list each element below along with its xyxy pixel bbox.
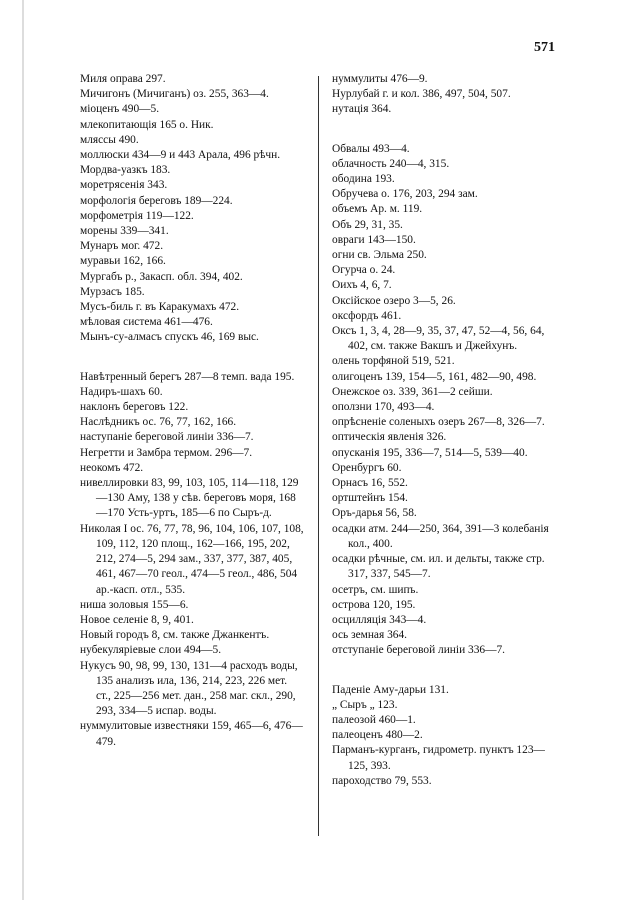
index-entry: моллюски 434—9 и 443 Арала, 496 рѣчн. xyxy=(80,149,281,162)
index-entry: Паденіе Аму-дарьи 131. xyxy=(332,683,449,696)
index-entry: нубекуляріевые слои 494—5. xyxy=(80,644,222,657)
index-entry: нивеллировки 83, 99, 103, 105, 114—118, 129—130 Аму, 138 у сѣв. береговъ моря, 168—170 Усть-уртъ, 185—6 по Сыръ-д. xyxy=(80,477,299,520)
index-column-left xyxy=(80,72,304,750)
index-entry: Обвалы 493—4. xyxy=(332,142,410,155)
index-entry: осетръ, см. шипъ. xyxy=(332,583,419,596)
index-entry: оползни 170, 493—4. xyxy=(332,401,435,414)
index-entry: опрѣсненіе соленыхъ озеръ 267—8, 326—7. xyxy=(332,416,545,429)
index-entry: морфометрія 119—122. xyxy=(80,209,194,222)
section-gap xyxy=(332,659,562,683)
binding-edge xyxy=(22,0,24,900)
index-entry: моретрясенія 343. xyxy=(80,179,168,192)
index-entry: опусканія 195, 336—7, 514—5, 539—40. xyxy=(332,446,528,459)
section-gap xyxy=(332,118,562,142)
index-entry: мѣловая система 461—476. xyxy=(80,316,213,329)
index-entry: Орнасъ 16, 552. xyxy=(332,477,408,490)
index-entry: Парманъ-курганъ, гидрометр. пунктъ 123—125, 393. xyxy=(332,744,545,772)
index-entry: Мичигонъ (Мичиганъ) оз. 255, 363—4. xyxy=(80,88,269,101)
index-entry: оксфордъ 461. xyxy=(332,309,402,322)
index-entry: осадки атм. 244—250, 364, 391—3 колебанія кол., 400. xyxy=(332,522,549,550)
index-entry: Оихъ 4, 6, 7. xyxy=(332,279,392,292)
index-entry: ортштейнъ 154. xyxy=(332,492,408,505)
index-entry: Нурлубай г. и кол. 386, 497, 504, 507. xyxy=(332,88,511,101)
index-entry: неокомъ 472. xyxy=(80,461,144,474)
index-entry: Новый городъ 8, см. также Джанкентъ. xyxy=(80,629,270,642)
section-gap xyxy=(80,346,304,370)
index-entry: отступаніе береговой линіи 336—7. xyxy=(332,644,506,657)
index-entry: муравьи 162, 166. xyxy=(80,255,166,268)
index-entry: Оръ-дарья 56, 58. xyxy=(332,507,417,520)
index-entry: Огурча о. 24. xyxy=(332,264,396,277)
index-entry: наклонъ береговъ 122. xyxy=(80,401,189,414)
index-entry: нуммулитовые известняки 159, 465—6, 476—479. xyxy=(80,720,303,748)
index-entry: Объ 29, 31, 35. xyxy=(332,218,403,231)
index-entry: осцилляція 343—4. xyxy=(332,613,427,626)
index-entry: овраги 143—150. xyxy=(332,233,416,246)
index-entry: мляссы 490. xyxy=(80,133,139,146)
index-entry: ободина 193. xyxy=(332,173,395,186)
index-entry: Мунаръ мог. 472. xyxy=(80,240,164,253)
index-entry: Новое селеніе 8, 9, 401. xyxy=(80,613,194,626)
index-entry: олень торфяной 519, 521. xyxy=(332,355,455,368)
index-entry: Обручева о. 176, 203, 294 зам. xyxy=(332,188,478,201)
index-entry: Надиръ-шахъ 60. xyxy=(80,385,163,398)
index-entry: Онежское оз. 339, 361—2 сейши. xyxy=(332,385,493,398)
index-entry: Мургабъ р., Закасп. обл. 394, 402. xyxy=(80,270,243,283)
index-entry: нуммулиты 476—9. xyxy=(332,73,428,85)
index-column-right xyxy=(332,72,562,789)
index-entry: Мордва-уазкъ 183. xyxy=(80,164,171,177)
index-entry: „ Сыръ „ 123. xyxy=(332,698,398,711)
column-divider xyxy=(318,76,319,836)
index-entry: Наслѣдникъ ос. 76, 77, 162, 166. xyxy=(80,416,237,429)
index-entry: наступаніе береговой линіи 336—7. xyxy=(80,431,254,444)
index-entry: оптическія явленія 326. xyxy=(332,431,447,444)
index-entry: Миля оправа 297. xyxy=(80,73,166,85)
index-entry: острова 120, 195. xyxy=(332,598,416,611)
index-entry: млекопитающія 165 о. Ник. xyxy=(80,118,214,131)
index-entry: облачность 240—4, 315. xyxy=(332,157,450,170)
index-entry: Нукусъ 90, 98, 99, 130, 131—4 расходъ воды, 135 анализъ ила, 136, 214, 223, 226 мет. ст., 225—256 мет. дан., 258 маг. скл., 290, 293, 334—5 испар. воды. xyxy=(80,659,298,718)
index-entry: морфологія береговъ 189—224. xyxy=(80,194,233,207)
index-entry: объемъ Ар. м. 119. xyxy=(332,203,423,216)
index-entry: Навѣтренный берегъ 287—8 темп. вада 195. xyxy=(80,370,295,383)
index-entry: осадки рѣчные, см. ил. и дельты, также стр. 317, 337, 545—7. xyxy=(332,553,545,581)
index-entry: олигоценъ 139, 154—5, 161, 482—90, 498. xyxy=(332,370,537,383)
index-entry: Мурзасъ 185. xyxy=(80,285,145,298)
index-entry: Николая I ос. 76, 77, 78, 96, 104, 106, 107, 108, 109, 112, 120 площ., 162—166, 195, 202, 212, 274—5, 294 зам., 337, 377, 387, 405, 461, 467—70 геол., 474—5 геол., 486, 504 ар.-касп. отл., 535. xyxy=(80,522,304,596)
index-entry: нутація 364. xyxy=(332,103,392,116)
index-entry: пароходство 79, 553. xyxy=(332,774,432,787)
index-entry: Оксъ 1, 3, 4, 28—9, 35, 37, 47, 52—4, 56, 64, 402, см. также Вакшъ и Джейхунъ. xyxy=(332,325,545,353)
index-entry: палеозой 460—1. xyxy=(332,713,416,726)
index-entry: Мынъ-су-алмасъ спускъ 46, 169 выс. xyxy=(80,331,259,344)
index-entry: Оксійское озеро 3—5, 26. xyxy=(332,294,456,307)
index-entry: огни св. Эльма 250. xyxy=(332,249,427,262)
index-entry: Негретти и Замбра термом. 296—7. xyxy=(80,446,253,459)
index-entry: Оренбургъ 60. xyxy=(332,461,402,474)
index-entry: ниша золовыя 155—6. xyxy=(80,598,189,611)
index-entry: палеоценъ 480—2. xyxy=(332,729,423,742)
index-entry: морены 339—341. xyxy=(80,225,169,238)
index-entry: ось земная 364. xyxy=(332,629,408,642)
index-entry: Мусъ-биль г. въ Каракумахъ 472. xyxy=(80,301,240,314)
index-entry: міоценъ 490—5. xyxy=(80,103,160,116)
page-number: 571 xyxy=(534,40,555,55)
